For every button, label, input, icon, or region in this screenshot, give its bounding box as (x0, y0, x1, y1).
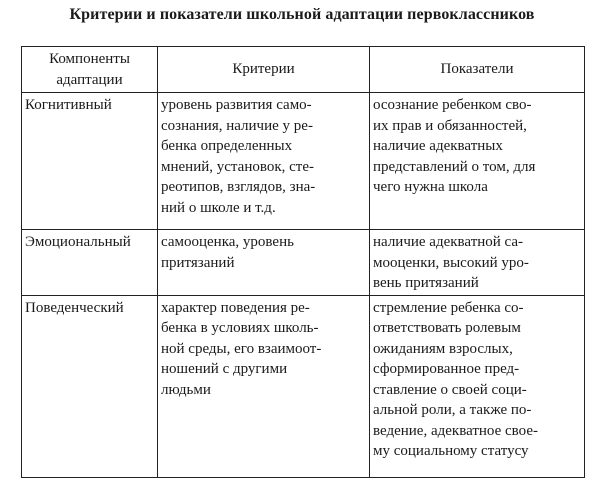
criteria-text: характер поведения ре- бенка в условиях школь- ной среды, его взаимоот- ношений с другими людьми (161, 299, 322, 398)
component-label: Когнитивный (25, 97, 112, 113)
component-cell (22, 93, 158, 230)
indicators-cell (370, 230, 585, 296)
indicators-cell (370, 295, 585, 477)
criteria-cell (158, 93, 370, 230)
component-label: Поведенческий (25, 299, 124, 316)
component-cell (22, 295, 158, 477)
criteria-cell (158, 295, 370, 477)
table-row (22, 230, 585, 296)
header-criteria-label: Критерии (232, 61, 295, 78)
header-indicators (370, 47, 585, 93)
table-header (22, 47, 585, 93)
criteria-cell (158, 230, 370, 296)
header-row (22, 47, 585, 93)
table-row (22, 93, 585, 230)
header-indicators-label: Показатели (440, 61, 514, 78)
indicators-text: осознание ребенком сво- их прав и обязанностей, наличие адекватных представлений о том, для чего нужна школа (373, 97, 536, 195)
table-row (22, 295, 585, 477)
indicators-text: наличие адекватной са- мооценки, высокий уро- вень притязаний (373, 234, 529, 291)
criteria-table (21, 46, 585, 478)
header-criteria (158, 47, 370, 93)
header-components-label: Компоненты адаптации (49, 51, 130, 88)
indicators-cell (370, 93, 585, 230)
component-cell (22, 230, 158, 296)
page-title: Критерии и показатели школьной адаптации первоклассников (69, 6, 535, 23)
criteria-text: самооценка, уровень притязаний (161, 234, 294, 271)
table-body (22, 93, 585, 478)
indicators-text: стремление ребенка со- ответствовать ролевым ожиданиям взрослых, сформированное пред- ставление о своей соци- альной роли, а также по- ведение, адекватное свое- му социальному статусу (373, 299, 538, 459)
criteria-text: уровень развития само- сознания, наличие у ре- бенка определенных мнений, установок, сте- реотипов, взглядов, зна- ний о школе и т.д. (161, 97, 316, 216)
header-components (22, 47, 158, 93)
component-label: Эмоциональный (25, 234, 131, 250)
